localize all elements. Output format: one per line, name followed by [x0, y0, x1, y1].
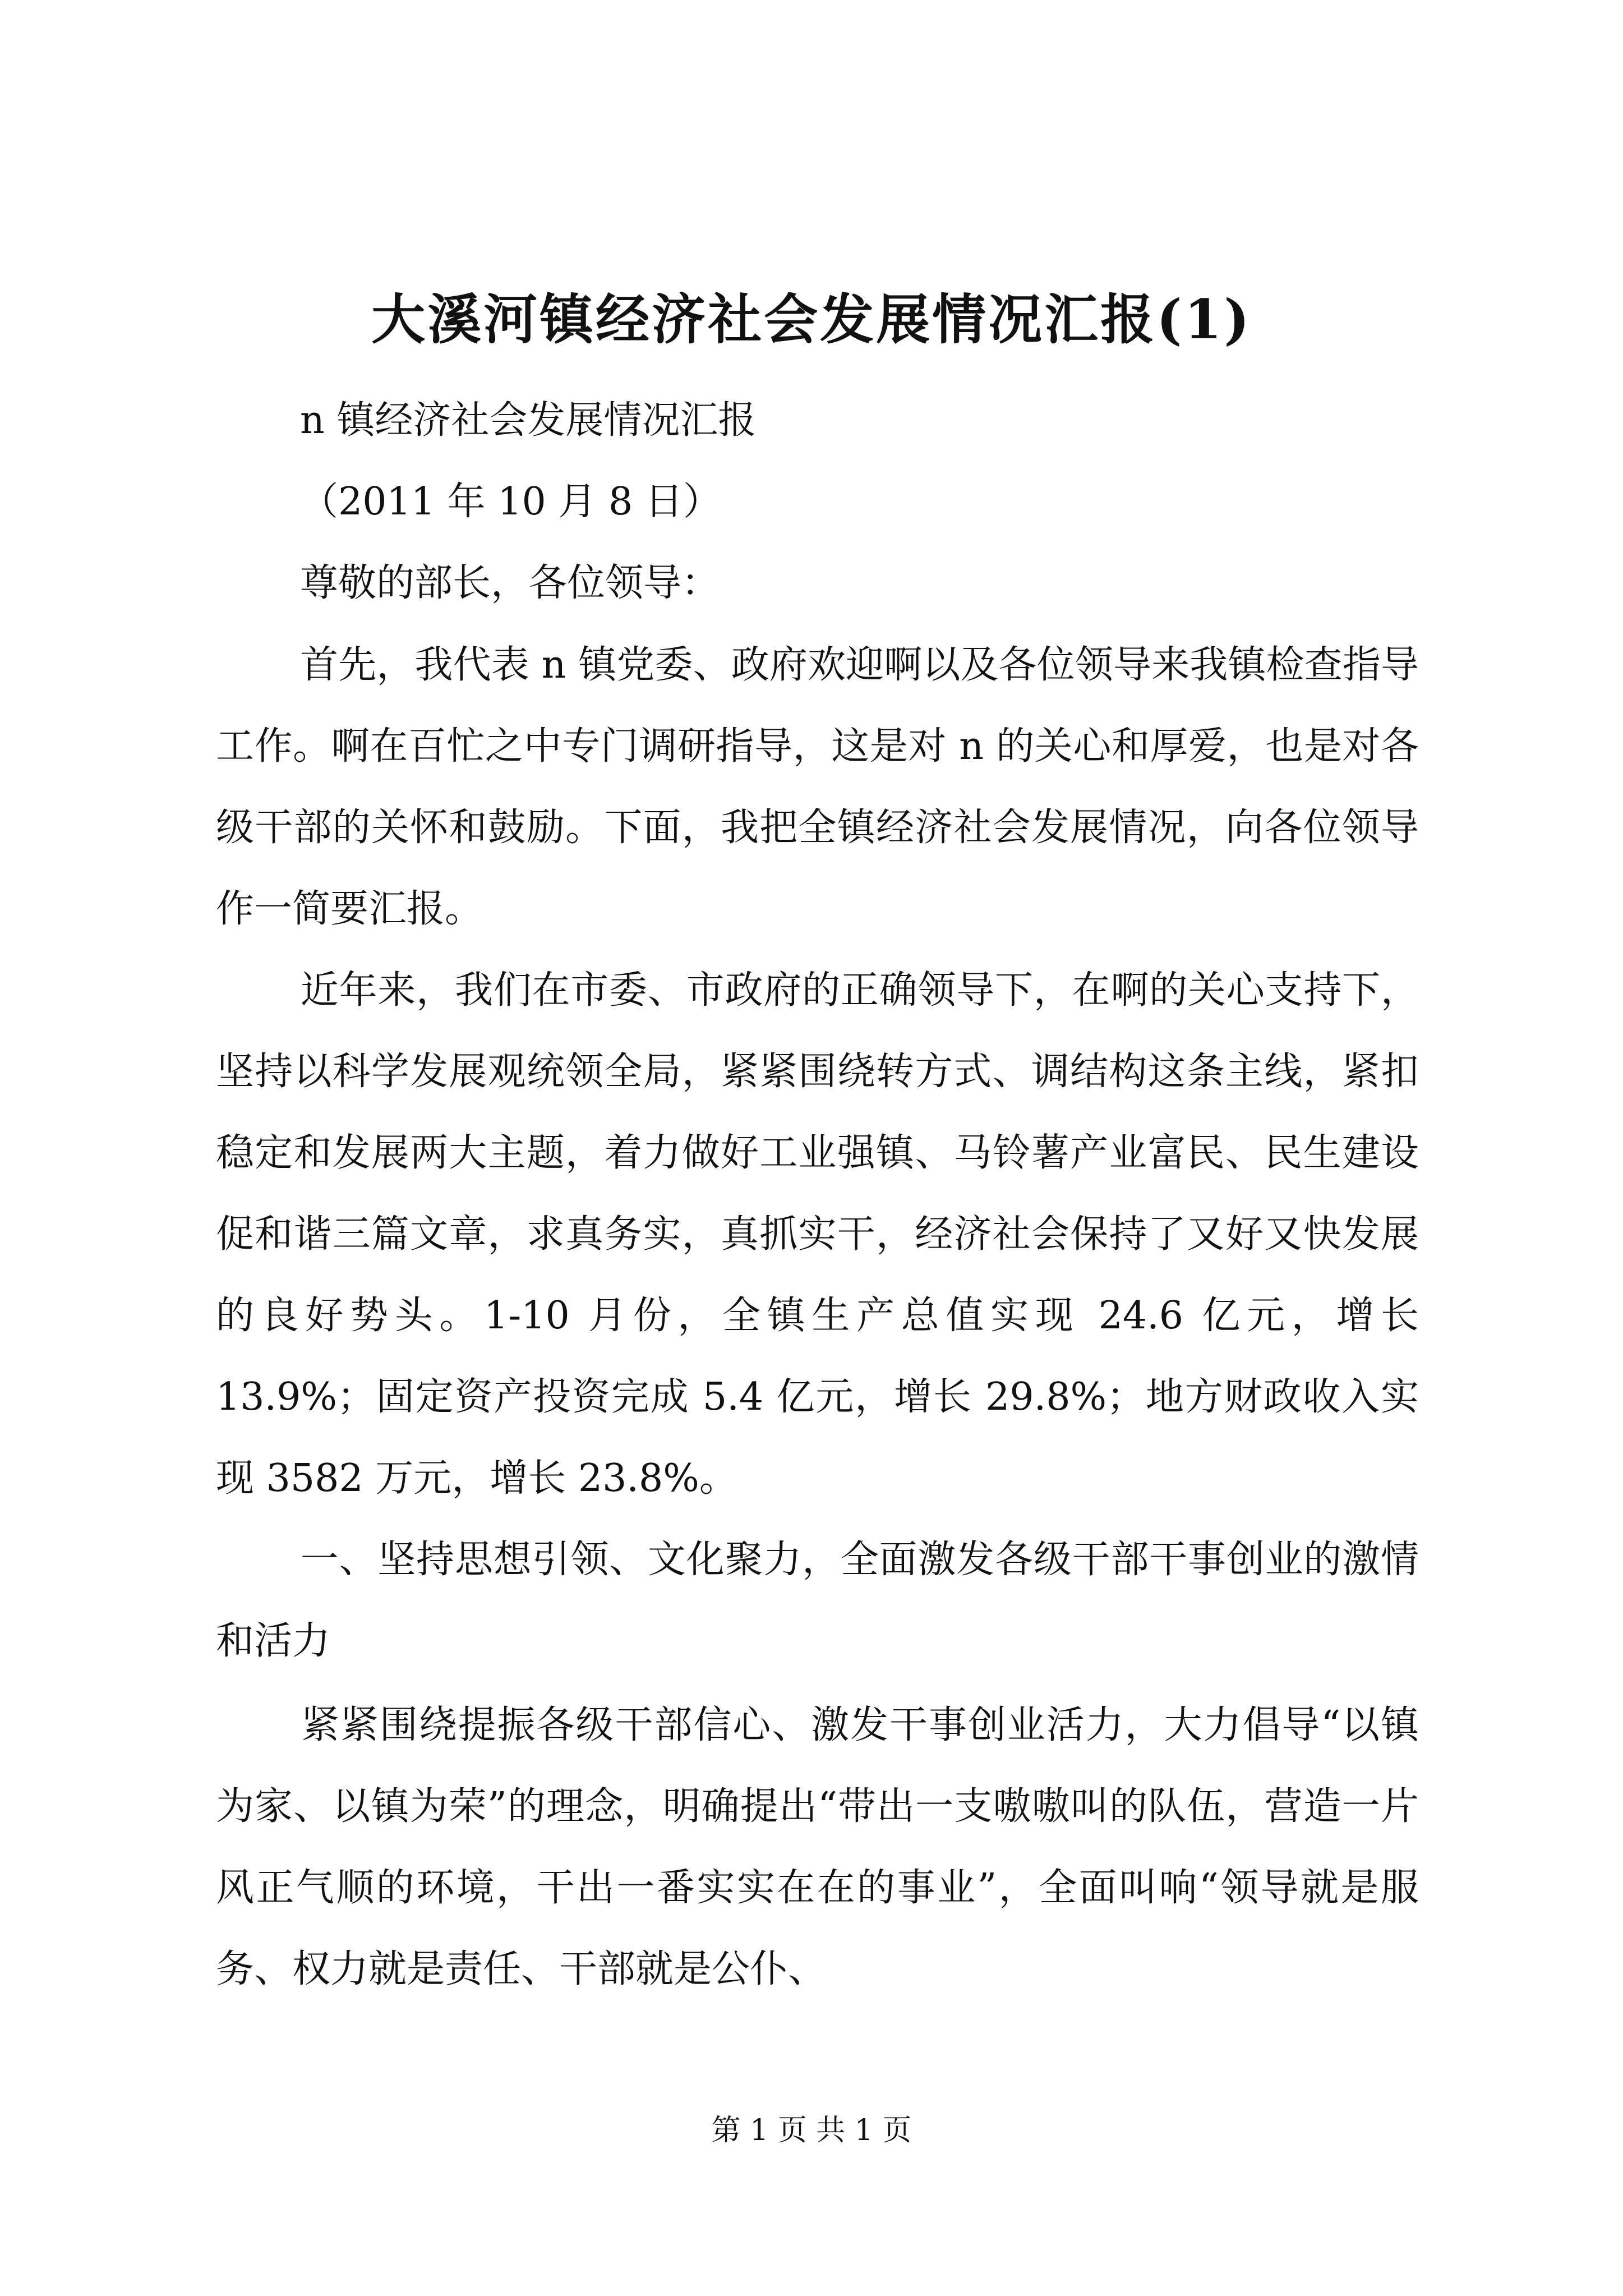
body-paragraph-text: 首先，我代表 n 镇党委、政府欢迎啊以及各位领导来我镇检查指导工作。啊在百忙之中专门调研指导，这是对 n 的关心和厚爱，也是对各级干部的关怀和鼓励。下面，我把全镇经济社会发展情况，向各位领导作一简要汇报。 [216, 643, 1419, 931]
document-title: 大溪河镇经济社会发展情况汇报(1) [371, 288, 1252, 351]
body-paragraph [216, 624, 1419, 950]
salutation: 尊敬的部长，各位领导： [300, 561, 720, 605]
document-subtitle: n 镇经济社会发展情况汇报 [300, 398, 757, 443]
body-paragraph-text: 近年来，我们在市委、市政府的正确领导下，在啊的关心支持下，坚持以科学发展观统领全局，紧紧围绕转方式、调结构这条主线，紧扣稳定和发展两大主题，着力做好工业强镇、马铃薯产业富民、民生建设促和谐三篇文章，求真务实，真抓实干，经济社会保持了又好又快发展的良好势头。1-10 月份，全镇生产总值实现 24.6 亿元，增长 13.9%；固定资产投资完成 5.4 亿元，增长 29.8%；地方财政收入实现 3582 万元，增长 23.8%。 [216, 968, 1419, 1501]
body-paragraph [216, 1685, 1419, 2010]
document-date: （2011 年 10 月 8 日） [300, 480, 721, 524]
section-heading-text: 一、坚持思想引领、文化聚力，全面激发各级干部干事创业的激情和活力 [216, 1538, 1419, 1663]
body-paragraph-text: 紧紧围绕提振各级干部信心、激发干事创业活力，大力倡导“以镇为家、以镇为荣”的理念，明确提出“带出一支嗷嗷叫的队伍，营造一片风正气顺的环境，干出一番实实在在的事业”，全面叫响“领导就是服务、权力就是责任、干部就是公仆、 [216, 1703, 1419, 1991]
page-number-footer: 第 1 页 共 1 页 [711, 2114, 912, 2147]
body-paragraph [216, 950, 1419, 1519]
section-heading [216, 1519, 1419, 1682]
